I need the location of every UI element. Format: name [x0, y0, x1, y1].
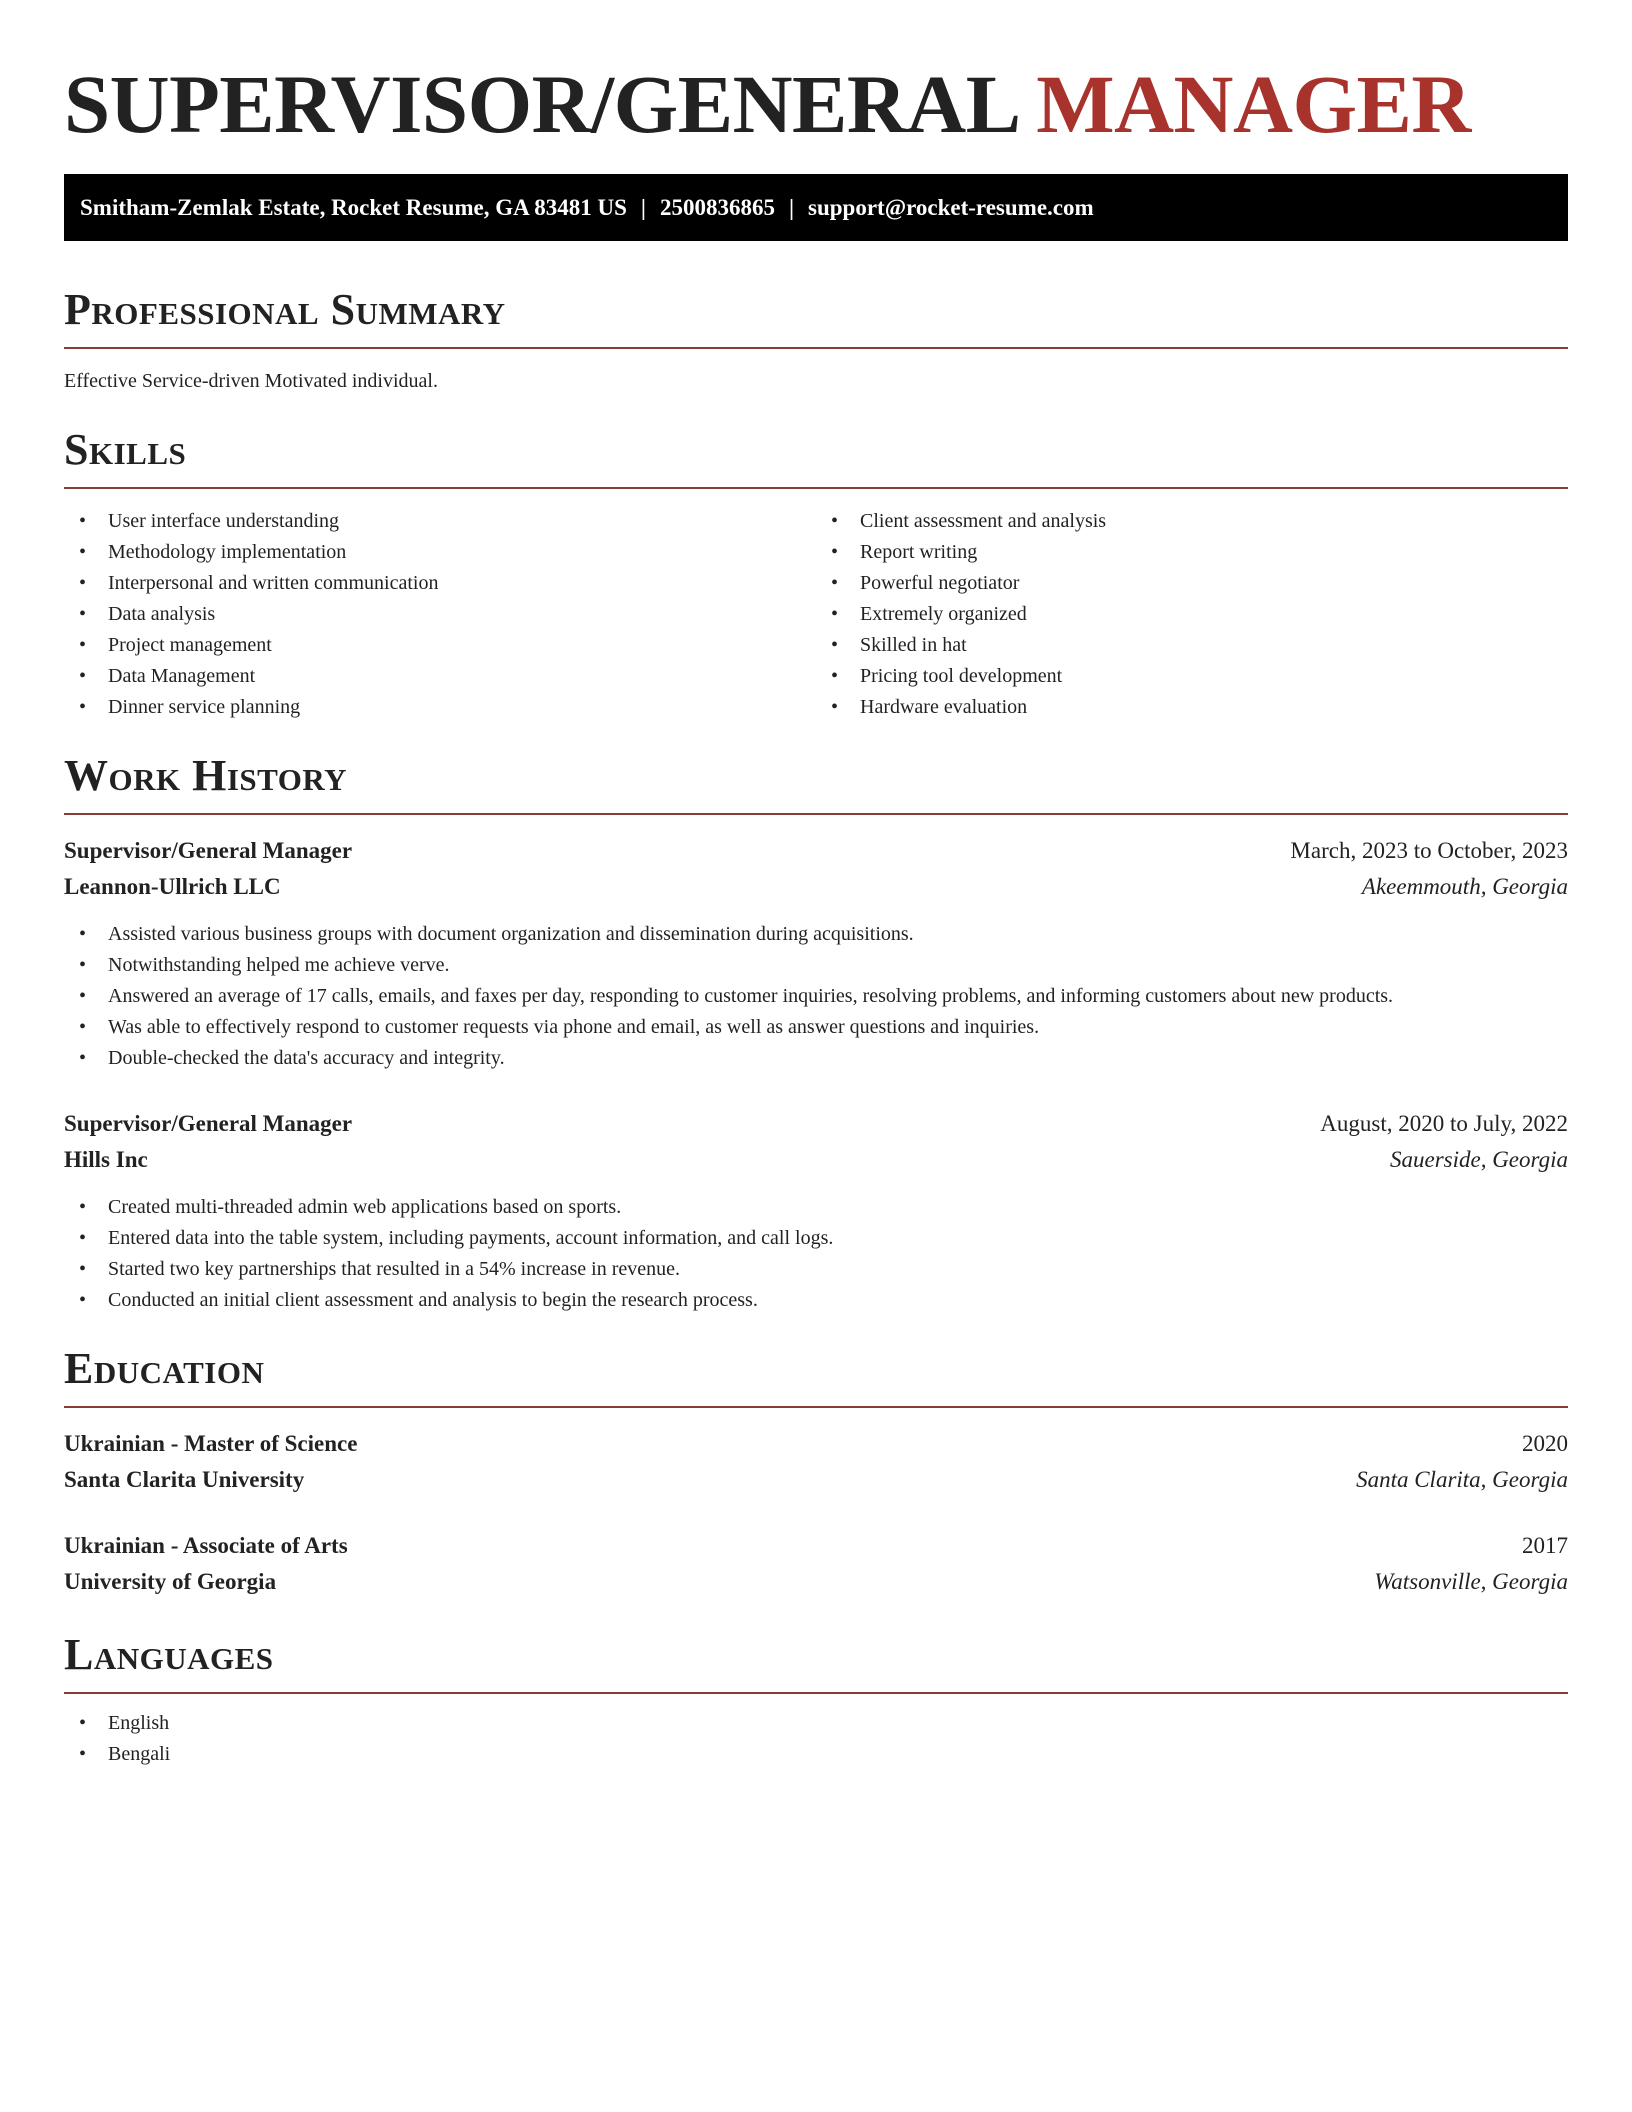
- skills-list-right: [816, 506, 1568, 723]
- section-divider: [64, 1692, 1568, 1694]
- job-bullet: • Was able to effectively respond to customer requests via phone and email, as well as answer questions and inquiries.: [64, 1012, 1568, 1043]
- graduation-year: 2017: [1522, 1533, 1568, 1558]
- summary-section: [64, 283, 1568, 395]
- skill-item: • Methodology implementation: [64, 537, 816, 568]
- job-location: Sauerside, Georgia: [1389, 1147, 1568, 1172]
- education-entry: [64, 1426, 1568, 1498]
- languages-list: [64, 1708, 1568, 1770]
- skill-item: • User interface understanding: [64, 506, 816, 537]
- skills-grid: [64, 506, 1568, 723]
- school-location: Santa Clarita, Georgia: [1356, 1467, 1568, 1492]
- job-bullet: • Created multi-threaded admin web applications based on sports.: [64, 1192, 1568, 1223]
- summary-heading: Professional Summary: [64, 285, 506, 334]
- language-item: • English: [64, 1708, 1568, 1739]
- job-title: Supervisor/General Manager: [64, 838, 353, 863]
- job-bullet: • Double-checked the data's accuracy and integrity.: [64, 1043, 1568, 1074]
- skill-item: • Data analysis: [64, 599, 816, 630]
- contact-separator: |: [788, 195, 795, 220]
- skill-item: • Powerful negotiator: [816, 568, 1568, 599]
- education-heading: Education: [64, 1344, 265, 1393]
- skill-item: • Client assessment and analysis: [816, 506, 1568, 537]
- skill-item: • Report writing: [816, 537, 1568, 568]
- job-bullets: [64, 1192, 1568, 1316]
- school-row: [64, 1462, 1568, 1498]
- job-entry: [64, 1106, 1568, 1316]
- skill-item: • Extremely organized: [816, 599, 1568, 630]
- contact-address: Smitham-Zemlak Estate, Rocket Resume, GA 83481 US: [80, 195, 627, 220]
- work-history-heading: Work History: [64, 751, 348, 800]
- job-bullet: • Started two key partnerships that resulted in a 54% increase in revenue.: [64, 1254, 1568, 1285]
- skills-column-left: [64, 506, 816, 723]
- education-entry: [64, 1528, 1568, 1600]
- job-company-row: [64, 1142, 1568, 1178]
- job-title: Supervisor/General Manager: [64, 1111, 353, 1136]
- languages-heading: Languages: [64, 1630, 274, 1679]
- work-history-section: [64, 749, 1568, 1316]
- graduation-year: 2020: [1522, 1431, 1568, 1456]
- section-divider: [64, 487, 1568, 489]
- contact-bar: [64, 174, 1568, 241]
- skill-item: • Dinner service planning: [64, 692, 816, 723]
- degree: Ukrainian - Associate of Arts: [64, 1533, 348, 1558]
- school-location: Watsonville, Georgia: [1374, 1569, 1568, 1594]
- contact-phone: 2500836865: [659, 195, 775, 220]
- skill-item: • Skilled in hat: [816, 630, 1568, 661]
- section-divider: [64, 347, 1568, 349]
- job-bullet: • Notwithstanding helped me achieve verve.: [64, 950, 1568, 981]
- languages-section: [64, 1628, 1568, 1770]
- skills-column-right: [816, 506, 1568, 723]
- section-divider: [64, 813, 1568, 815]
- skills-list-left: [64, 506, 816, 723]
- section-divider: [64, 1406, 1568, 1408]
- job-title-row: [64, 833, 1568, 869]
- degree: Ukrainian - Master of Science: [64, 1431, 358, 1456]
- skill-item: • Data Management: [64, 661, 816, 692]
- job-company: Leannon-Ullrich LLC: [64, 874, 281, 899]
- degree-row: [64, 1528, 1568, 1564]
- job-entry: [64, 833, 1568, 1074]
- skill-item: • Hardware evaluation: [816, 692, 1568, 723]
- job-company: Hills Inc: [64, 1147, 148, 1172]
- job-bullet: • Answered an average of 17 calls, emails, and faxes per day, responding to customer inquiries, resolving problems, and informing customers about new products.: [64, 981, 1568, 1012]
- title-part-2: MANAGER: [1036, 58, 1471, 150]
- job-bullet: • Conducted an initial client assessment and analysis to begin the research process.: [64, 1285, 1568, 1316]
- contact-separator: |: [640, 195, 646, 220]
- skills-heading: Skills: [64, 425, 187, 474]
- summary-text: Effective Service-driven Motivated individual.: [64, 370, 438, 392]
- skill-item: • Interpersonal and written communication: [64, 568, 816, 599]
- skill-item: • Pricing tool development: [816, 661, 1568, 692]
- school: Santa Clarita University: [64, 1467, 305, 1492]
- language-item: • Bengali: [64, 1739, 1568, 1770]
- job-bullet: • Entered data into the table system, including payments, account information, and call logs.: [64, 1223, 1568, 1254]
- contact-email: support@rocket-resume.com: [808, 195, 1094, 220]
- skills-section: [64, 423, 1568, 723]
- job-bullets: [64, 919, 1568, 1074]
- title-part-1: SUPERVISOR/GENERAL: [64, 58, 1017, 150]
- degree-row: [64, 1426, 1568, 1462]
- job-bullet: • Assisted various business groups with document organization and dissemination during acquisitions.: [64, 919, 1568, 950]
- job-company-row: [64, 869, 1568, 905]
- job-location: Akeemmouth, Georgia: [1361, 874, 1568, 899]
- skill-item: • Project management: [64, 630, 816, 661]
- education-section: [64, 1342, 1568, 1600]
- job-dates: March, 2023 to October, 2023: [1290, 838, 1568, 863]
- job-title-row: [64, 1106, 1568, 1142]
- resume-title: [64, 0, 1568, 150]
- job-dates: August, 2020 to July, 2022: [1320, 1111, 1568, 1136]
- school: University of Georgia: [64, 1569, 277, 1594]
- school-row: [64, 1564, 1568, 1600]
